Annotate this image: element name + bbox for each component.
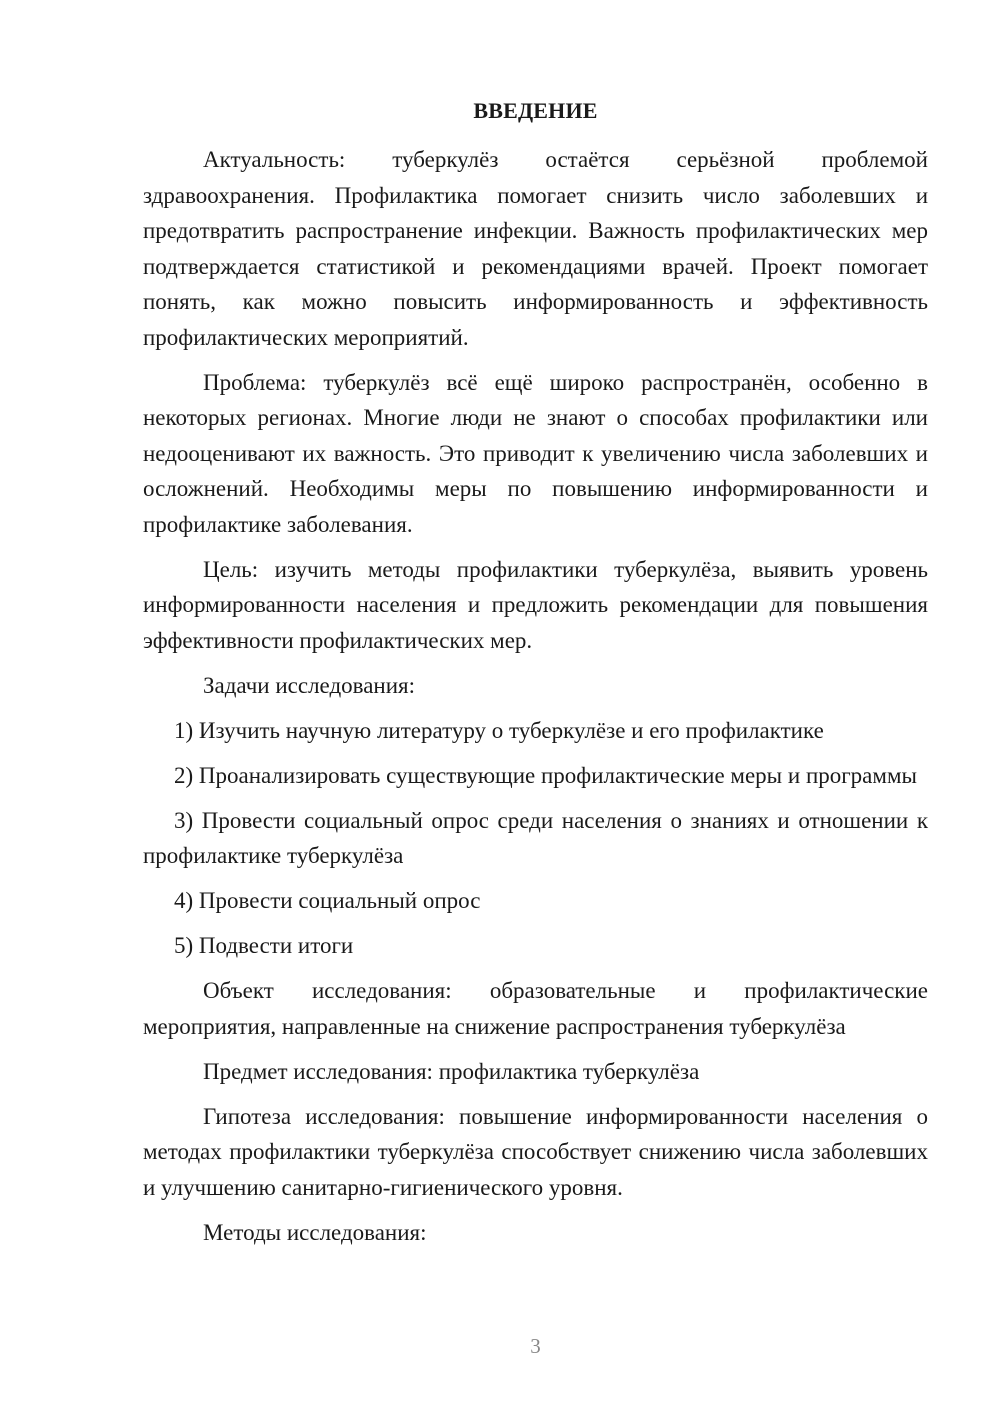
paragraph-problem: Проблема: туберкулёз всё ещё широко распространён, особенно в некоторых регионах. Многие люди не знают о способах профилактики или недооценивают их важность. Это приводит к увеличению числа заболевших и осложнений. Необходимы меры по повышению информированности и профилактике заболевания.: [143, 369, 928, 537]
paragraph-object: Объект исследования: образовательные и профилактические мероприятия, направленные на снижение распространения туберкулёза: [143, 978, 928, 1039]
document-page: [143, 0, 928, 1414]
document-body: [143, 142, 928, 1260]
section-title: ВВЕДЕНИЕ: [473, 98, 598, 123]
task-item-3: 3) Провести социальный опрос среди населения о знаниях и отношении к профилактике туберкулёза: [143, 807, 928, 868]
paragraph-relevance: Актуальность: туберкулёз остаётся серьёзной проблемой здравоохранения. Профилактика помогает снизить число заболевших и предотвратить распространение инфекции. Важность профилактических мер подтверждается статистикой и рекомендациями врачей. Проект помогает понять, как можно повысить информированность и эффективность профилактических мероприятий.: [143, 147, 928, 350]
paragraph-goal: Цель: изучить методы профилактики туберкулёза, выявить уровень информированности населения и предложить рекомендации для повышения эффективности профилактических мер.: [143, 556, 928, 653]
task-item-5: 5) Подвести итоги: [174, 933, 354, 958]
page-number: 3: [530, 1334, 541, 1358]
paragraph-subject: Предмет исследования: профилактика туберкулёза: [203, 1058, 700, 1084]
paragraph-methods: Методы исследования:: [203, 1219, 427, 1245]
task-item-4: 4) Провести социальный опрос: [174, 888, 481, 913]
paragraph-tasks-heading: Задачи исследования:: [203, 672, 416, 698]
task-item-1: 1) Изучить научную литературу о туберкулёзе и его профилактике: [174, 717, 824, 743]
paragraph-hypothesis: Гипотеза исследования: повышение информированности населения о методах профилактики туберкулёза способствует снижению числа заболевших и улучшению санитарно-гигиенического уровня.: [143, 1103, 928, 1200]
task-item-2: 2) Проанализировать существующие профилактические меры и программы: [174, 762, 917, 788]
